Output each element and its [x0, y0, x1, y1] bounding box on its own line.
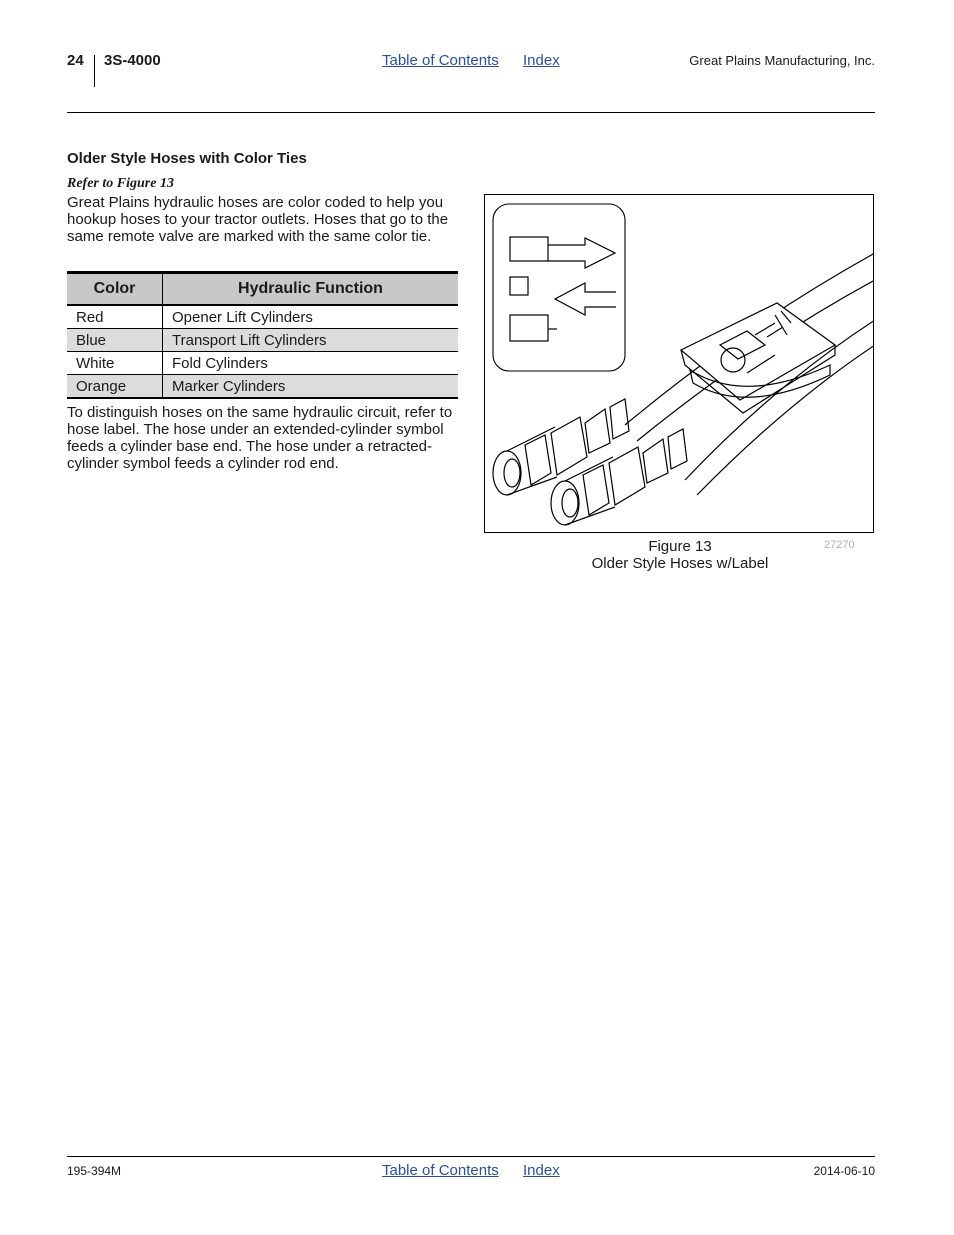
hose-label-illustration — [485, 195, 874, 533]
row-function: Opener Lift Cylinders — [163, 305, 459, 329]
table-row — [67, 329, 458, 352]
circuit-paragraph: To distinguish hoses on the same hydraulic circuit, refer to hose label. The hose under an extended-cylinder symbol feeds a cylinder base end. The hose under a retracted-cylinder symbol feeds a cylinder rod end. — [67, 404, 453, 472]
intro-paragraph: Great Plains hydraulic hoses are color coded to help you hookup hoses to your tractor outlets. Hoses that go to the same remote valve are marked with the same color tie. — [67, 194, 449, 245]
row-color: Orange — [67, 375, 163, 399]
hose-color-table — [67, 271, 458, 399]
table-row — [67, 305, 458, 329]
header-color: Color — [67, 273, 163, 306]
figure-caption: Older Style Hoses w/Label — [591, 555, 769, 572]
row-function: Marker Cylinders — [163, 375, 459, 399]
table-row — [67, 352, 458, 375]
page-number: 24 — [67, 52, 84, 69]
footer-index-link[interactable]: Index — [523, 1162, 560, 1179]
row-function: Fold Cylinders — [163, 352, 459, 375]
section-title: Older Style Hoses with Color Ties — [67, 150, 307, 167]
row-color: White — [67, 352, 163, 375]
table-header-row — [67, 273, 458, 306]
row-function: Transport Lift Cylinders — [163, 329, 459, 352]
model-name: 3S-4000 — [104, 52, 161, 69]
art-number: 27270 — [824, 539, 855, 551]
figure-reference: Refer to Figure 13 — [67, 176, 174, 191]
footer-rule — [67, 1156, 875, 1157]
header-divider — [94, 55, 95, 87]
figure-13-frame — [484, 194, 874, 533]
header-toc-link[interactable]: Table of Contents — [382, 52, 499, 69]
header-rule — [67, 112, 875, 113]
figure-number: Figure 13 — [648, 538, 712, 555]
row-color: Red — [67, 305, 163, 329]
header-index-link[interactable]: Index — [523, 52, 560, 69]
row-color: Blue — [67, 329, 163, 352]
table-row — [67, 375, 458, 399]
footer-toc-link[interactable]: Table of Contents — [382, 1162, 499, 1179]
publish-date: 2014-06-10 — [813, 1164, 875, 1178]
company-name: Great Plains Manufacturing, Inc. — [689, 53, 875, 68]
header-function: Hydraulic Function — [163, 273, 459, 306]
document-number: 195-394M — [67, 1164, 122, 1178]
